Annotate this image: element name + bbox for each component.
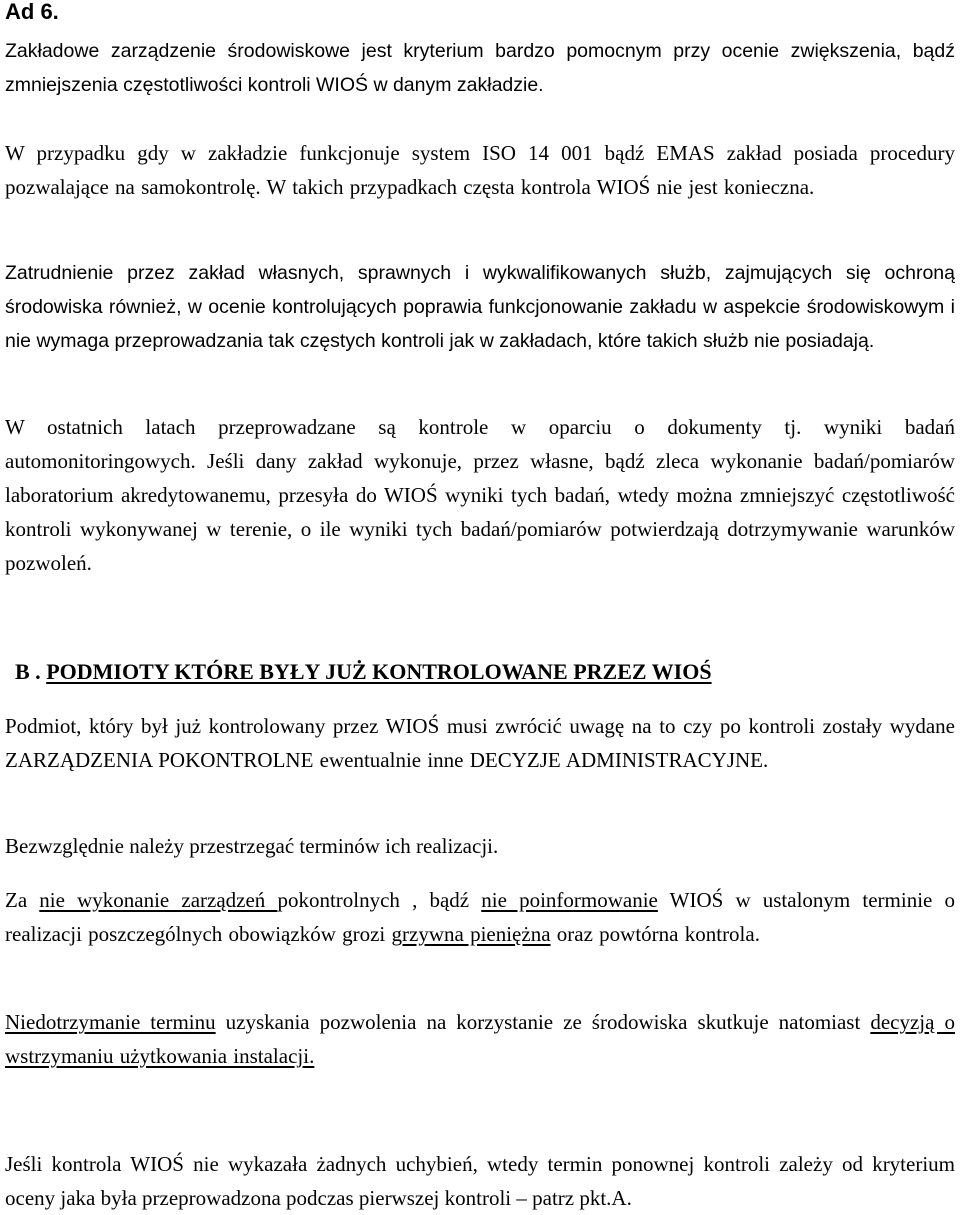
text-segment: uzyskania pozwolenia na korzystanie ze środowiska skutkuje natomiast [215,1010,871,1034]
text-segment: Za [5,888,40,912]
underlined-phrase-niedotrzymanie: Niedotrzymanie terminu [5,1010,216,1034]
section-b-title: PODMIOTY KTÓRE BYŁY JUŻ KONTROLOWANE PRZEZ WIOŚ [46,659,712,684]
paragraph-zarzadzenia-pokontrolne: Podmiot, który był już kontrolowany przez WIOŚ musi zwrócić uwagę na to czy po kontroli zostały wydane ZARZĄDZENIA POKONTROLNE ewentualnie inne DECYZJE ADMINISTRACYJNE. [5,714,955,772]
text-segment: pokontrolnych , bądź [277,888,482,912]
paragraph-iso-emas: W przypadku gdy w zakładzie funkcjonuje system ISO 14 001 bądź EMAS zakład posiada procedury pozwalające na samokontrolę. W takich przypadkach częsta kontrola WIOŚ nie jest konieczna. [5,141,955,199]
section-b-prefix: B . [15,659,41,684]
paragraph-ponowna-kontrola: Jeśli kontrola WIOŚ nie wykazała żadnych uchybień, wtedy termin ponownej kontroli zależy od kryterium oceny jaka była przeprowadzona podczas pierwszej kontroli – patrz pkt.A. [5,1152,955,1210]
underlined-phrase-grzywna: grzywna pieniężna [391,922,551,946]
paragraph-terminy: Bezwzględnie należy przestrzegać terminów ich realizacji. [5,834,499,858]
underlined-phrase-nie-poinformowanie: nie poinformowanie [481,888,658,912]
text-segment: WIOŚ w ustalonym terminie o realizacji poszczególnych obowiązków grozi [5,888,956,946]
paragraph-sankcje [5,883,955,951]
underlined-phrase-decyzja: decyzją o wstrzymaniu użytkowania instalacji. [5,1010,955,1068]
paragraph-zatrudnienie: Zatrudnienie przez zakład własnych, sprawnych i wykwalifikowanych służb, zajmujących się ochroną środowiska również, w ocenie kontrolujących poprawia funkcjonowanie zakładu w aspekcie środowiskowym i nie wymaga przeprowadzania tak częstych kontroli jak w zakładach, które takich służb nie posiadają. [5,262,955,352]
text-segment: oraz powtórna kontrola. [550,922,760,946]
section-heading-ad6: Ad 6. [5,0,59,24]
section-b-heading [15,655,712,689]
paragraph-zarzadzenie: Zakładowe zarządzenie środowiskowe jest kryterium bardzo pomocnym przy ocenie zwiększenia, bądź zmniejszenia częstotliwości kontroli WIOŚ w danym zakładzie. [5,40,955,96]
underlined-phrase-nie-wykonanie: nie wykonanie zarządzeń [39,888,278,912]
paragraph-automonitoring: W ostatnich latach przeprowadzane są kontrole w oparciu o dokumenty tj. wyniki badań automonitoringowych. Jeśli dany zakład wykonuje, przez własne, bądź zleca wykonanie badań/pomiarów laboratorium akredytowanemu, przesyła do WIOŚ wyniki tych badań, wtedy można zmniejszyć częstotliwość kontroli wykonywanej w terenie, o ile wyniki tych badań/pomiarów potwierdzają dotrzymywanie warunków pozwoleń. [5,415,955,575]
paragraph-niedotrzymanie [5,1005,955,1073]
